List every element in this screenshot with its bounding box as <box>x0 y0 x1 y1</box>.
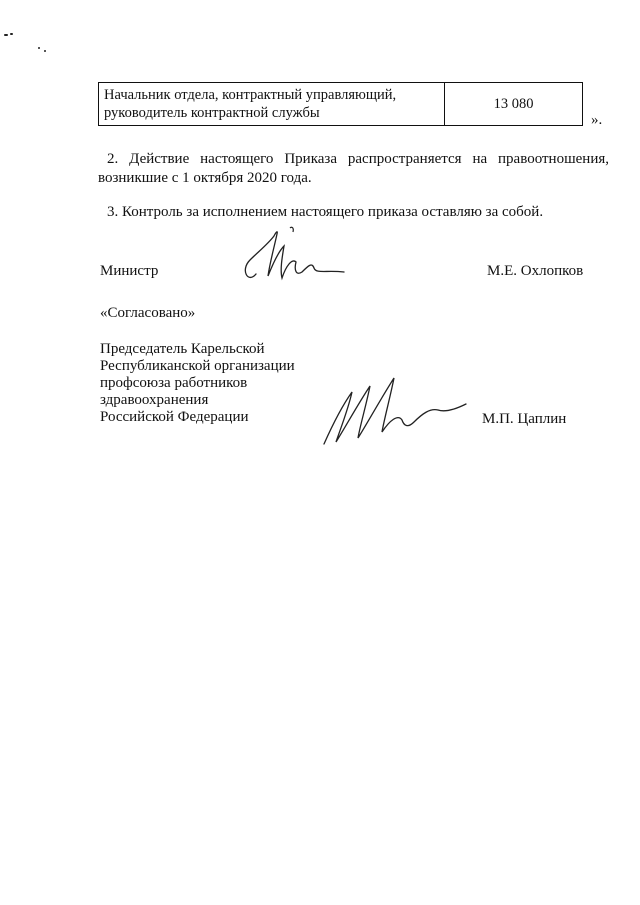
agreed-label: «Согласовано» <box>100 305 196 321</box>
amount-cell: 13 080 <box>445 83 583 126</box>
chairman-title-line: профсоюза работников <box>100 375 248 391</box>
chairman-name: М.П. Цаплин <box>482 411 567 427</box>
minister-title: Министр <box>100 263 159 279</box>
salary-table <box>98 82 583 126</box>
chairman-title <box>100 341 295 426</box>
scan-speck <box>38 47 40 49</box>
paragraph-3: 3. Контроль за исполнением настоящего приказа оставляю за собой. <box>107 204 544 220</box>
closing-quote: ». <box>591 112 603 128</box>
chairman-title-line: Российской Федерации <box>100 409 249 425</box>
table-row <box>99 83 583 126</box>
scan-speck <box>10 33 13 35</box>
position-cell: Начальник отдела, контрактный управляющий, руководитель контрактной службы <box>99 83 445 126</box>
minister-name: М.Е. Охлопков <box>487 263 584 279</box>
chairman-signature <box>318 370 468 450</box>
chairman-title-line: Председатель Карельской <box>100 341 265 357</box>
paragraph-2: 2. Действие настоящего Приказа распространяется на правоотношения, возникшие с 1 октября 2020 года. <box>98 151 609 186</box>
minister-signature <box>238 222 348 292</box>
scan-speck <box>44 50 46 52</box>
scan-speck <box>4 34 8 36</box>
chairman-title-line: здравоохранения <box>100 392 209 408</box>
chairman-title-line: Республиканской организации <box>100 358 295 374</box>
